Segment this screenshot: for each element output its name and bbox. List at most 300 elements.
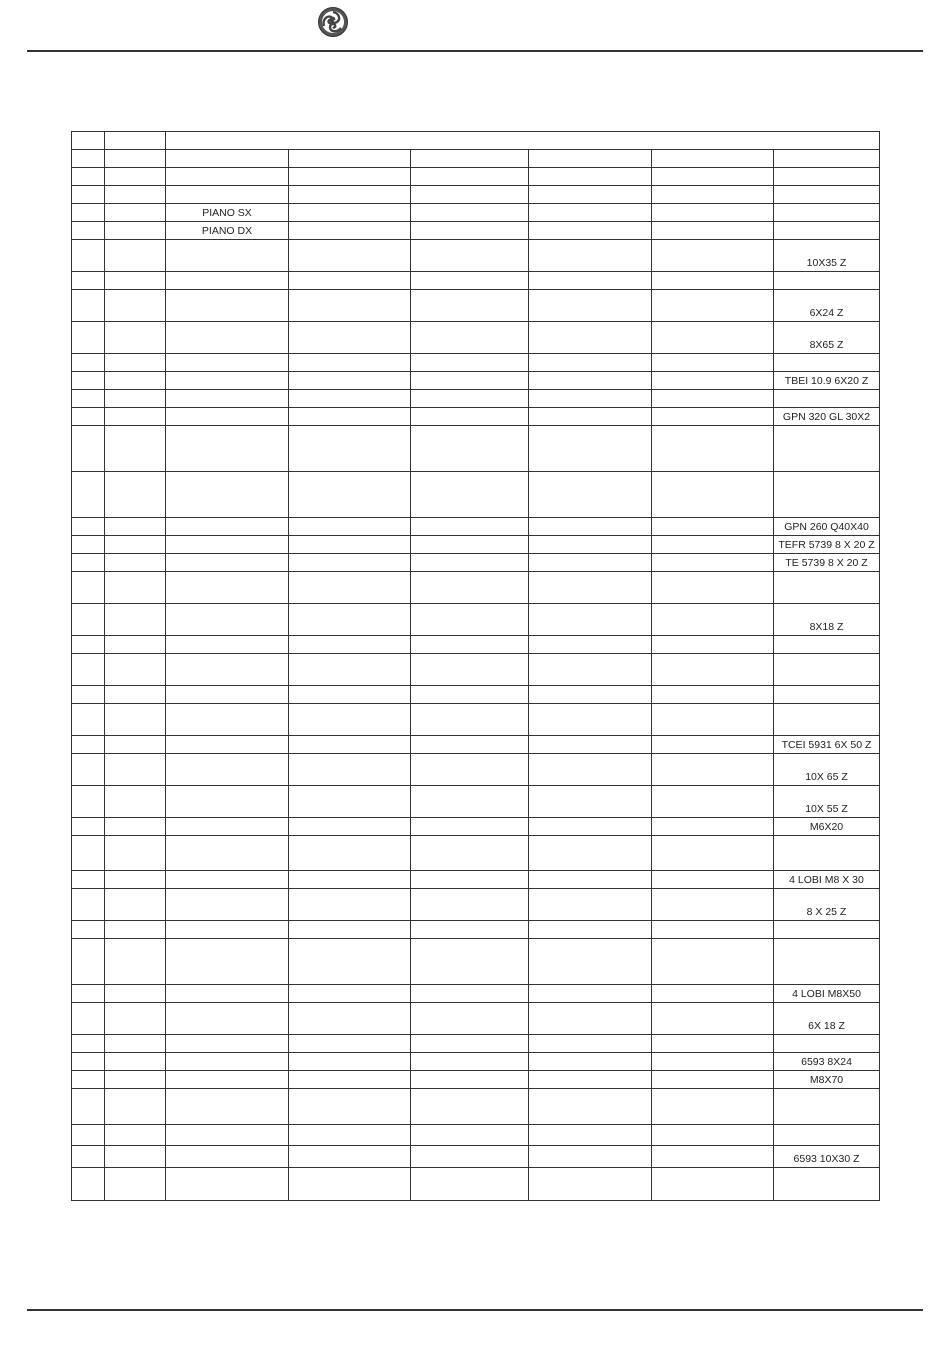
table-cell	[652, 836, 774, 871]
table-cell	[411, 921, 529, 939]
table-cell	[411, 204, 529, 222]
table-cell	[105, 168, 166, 186]
table-cell	[411, 604, 529, 636]
table-cell	[652, 408, 774, 426]
table-cell	[529, 354, 652, 372]
table-cell	[72, 921, 105, 939]
table-cell	[105, 150, 166, 168]
table-cell	[529, 536, 652, 554]
table-cell	[166, 1071, 289, 1089]
table-cell	[529, 168, 652, 186]
table-cell	[166, 985, 289, 1003]
table-cell	[289, 1003, 411, 1035]
table-cell: GPN 320 GL 30X2	[774, 408, 880, 426]
table-cell	[411, 536, 529, 554]
table-cell	[166, 472, 289, 518]
table-cell	[774, 921, 880, 939]
table-row	[72, 736, 880, 754]
table-cell	[774, 354, 880, 372]
table-cell	[774, 939, 880, 985]
footer-rule	[27, 1309, 923, 1311]
header-rule	[27, 50, 923, 52]
table-cell	[411, 736, 529, 754]
table-cell	[411, 1035, 529, 1053]
table-row	[72, 921, 880, 939]
table-cell	[166, 168, 289, 186]
table-cell	[652, 1146, 774, 1168]
table-cell	[166, 654, 289, 686]
table-cell	[289, 704, 411, 736]
table-cell	[72, 1003, 105, 1035]
table-cell	[166, 818, 289, 836]
table-cell	[411, 754, 529, 786]
table-cell	[289, 754, 411, 786]
table-cell	[72, 408, 105, 426]
table-cell	[529, 1035, 652, 1053]
table-cell	[72, 572, 105, 604]
table-cell	[289, 871, 411, 889]
table-cell	[529, 472, 652, 518]
table-cell	[411, 889, 529, 921]
table-cell	[289, 921, 411, 939]
table-cell	[529, 1003, 652, 1035]
table-row	[72, 786, 880, 818]
header-cell	[166, 132, 880, 150]
table-cell	[166, 240, 289, 272]
table-cell	[289, 150, 411, 168]
table-cell	[166, 686, 289, 704]
table-cell: TCEI 5931 6X 50 Z	[774, 736, 880, 754]
table-cell	[652, 204, 774, 222]
table-cell	[652, 354, 774, 372]
table-cell	[411, 408, 529, 426]
table-cell	[529, 426, 652, 472]
table-cell	[72, 168, 105, 186]
table-cell	[72, 322, 105, 354]
table-cell	[72, 1089, 105, 1125]
table-cell	[105, 372, 166, 390]
table-cell	[72, 426, 105, 472]
table-cell	[289, 818, 411, 836]
table-cell	[411, 186, 529, 204]
table-cell	[411, 222, 529, 240]
table-cell	[105, 1146, 166, 1168]
table-cell	[411, 1125, 529, 1146]
table-cell	[72, 1053, 105, 1071]
table-cell	[411, 426, 529, 472]
table-cell	[652, 871, 774, 889]
table-cell	[289, 168, 411, 186]
table-cell	[105, 290, 166, 322]
table-cell	[105, 654, 166, 686]
table-cell	[105, 554, 166, 572]
table-row	[72, 1089, 880, 1125]
table-row	[72, 426, 880, 472]
table-cell: 10X35 Z	[774, 240, 880, 272]
table-cell	[529, 939, 652, 985]
table-cell	[289, 390, 411, 408]
table-cell	[166, 272, 289, 290]
table-cell	[72, 536, 105, 554]
table-cell	[166, 150, 289, 168]
table-cell	[774, 654, 880, 686]
table-row	[72, 754, 880, 786]
table-cell	[529, 272, 652, 290]
table-cell	[166, 372, 289, 390]
table-cell	[774, 636, 880, 654]
table-cell	[529, 390, 652, 408]
table-cell	[652, 518, 774, 536]
table-cell	[411, 1071, 529, 1089]
table-cell	[72, 1168, 105, 1201]
table-cell	[105, 222, 166, 240]
table-cell	[166, 1125, 289, 1146]
table-cell	[289, 222, 411, 240]
table-cell	[289, 636, 411, 654]
table-cell	[289, 1053, 411, 1071]
table-cell	[411, 836, 529, 871]
table-row	[72, 604, 880, 636]
table-cell	[774, 1089, 880, 1125]
table-cell	[72, 1071, 105, 1089]
table-cell	[411, 1053, 529, 1071]
table-cell	[166, 1089, 289, 1125]
table-cell: 10X 55 Z	[774, 786, 880, 818]
table-cell	[652, 272, 774, 290]
table-cell	[105, 1035, 166, 1053]
table-cell	[166, 871, 289, 889]
table-cell	[774, 272, 880, 290]
table-cell	[289, 604, 411, 636]
table-cell	[529, 204, 652, 222]
table-cell	[652, 472, 774, 518]
table-cell	[72, 604, 105, 636]
table-row	[72, 408, 880, 426]
table-cell	[411, 150, 529, 168]
table-cell	[529, 408, 652, 426]
table-cell	[774, 1035, 880, 1053]
table-cell	[652, 985, 774, 1003]
table-cell	[166, 572, 289, 604]
table-row	[72, 518, 880, 536]
table-cell	[72, 472, 105, 518]
table-cell	[652, 939, 774, 985]
table-cell	[411, 354, 529, 372]
table-cell	[105, 1168, 166, 1201]
table-cell	[652, 186, 774, 204]
table-cell	[105, 272, 166, 290]
table-row	[72, 354, 880, 372]
table-cell: 4 LOBI M8X50	[774, 985, 880, 1003]
table-row	[72, 204, 880, 222]
table-row	[72, 222, 880, 240]
table-cell	[289, 985, 411, 1003]
table-cell	[411, 1146, 529, 1168]
table-cell	[72, 818, 105, 836]
table-cell	[411, 472, 529, 518]
table-cell	[411, 654, 529, 686]
table-cell	[289, 554, 411, 572]
table-cell	[289, 322, 411, 354]
table-cell	[166, 390, 289, 408]
table-cell	[774, 704, 880, 736]
table-cell	[72, 518, 105, 536]
table-row	[72, 472, 880, 518]
table-cell	[72, 736, 105, 754]
table-cell	[105, 818, 166, 836]
table-cell	[105, 636, 166, 654]
table-cell	[652, 604, 774, 636]
table-row	[72, 1125, 880, 1146]
table-cell	[652, 1035, 774, 1053]
table-cell	[289, 1071, 411, 1089]
table-cell	[289, 1125, 411, 1146]
table-cell: 8X65 Z	[774, 322, 880, 354]
table-cell	[411, 871, 529, 889]
table-cell	[652, 704, 774, 736]
table-cell	[72, 290, 105, 322]
table-cell	[289, 518, 411, 536]
table-cell	[166, 889, 289, 921]
table-cell	[774, 472, 880, 518]
table-cell	[166, 1146, 289, 1168]
table-cell	[411, 636, 529, 654]
table-cell: M6X20	[774, 818, 880, 836]
table-cell	[529, 636, 652, 654]
table-cell	[289, 354, 411, 372]
table-row	[72, 1053, 880, 1071]
table-cell	[529, 1053, 652, 1071]
table-row	[72, 322, 880, 354]
table-cell	[105, 390, 166, 408]
table-cell	[166, 408, 289, 426]
table-row	[72, 871, 880, 889]
table-cell	[289, 204, 411, 222]
table-cell	[289, 426, 411, 472]
table-cell	[105, 536, 166, 554]
table-cell	[529, 704, 652, 736]
table-cell	[289, 240, 411, 272]
table-cell	[166, 786, 289, 818]
table-cell	[529, 985, 652, 1003]
table-cell	[529, 818, 652, 836]
table-cell	[774, 686, 880, 704]
table-cell	[411, 985, 529, 1003]
table-cell	[652, 654, 774, 686]
table-cell	[105, 354, 166, 372]
table-cell	[774, 390, 880, 408]
table-cell	[72, 204, 105, 222]
table-cell	[289, 1035, 411, 1053]
header-cell	[72, 132, 105, 150]
table-cell	[105, 240, 166, 272]
table-cell	[289, 408, 411, 426]
table-cell	[166, 322, 289, 354]
table-cell	[72, 686, 105, 704]
table-cell	[411, 372, 529, 390]
table-cell	[529, 1125, 652, 1146]
table-row	[72, 636, 880, 654]
table-cell	[652, 150, 774, 168]
table-cell: 6593 8X24	[774, 1053, 880, 1071]
table-cell: 6X24 Z	[774, 290, 880, 322]
table-cell: TE 5739 8 X 20 Z	[774, 554, 880, 572]
table-row	[72, 939, 880, 985]
table-cell	[72, 1125, 105, 1146]
table-cell	[72, 390, 105, 408]
table-cell	[529, 889, 652, 921]
table-cell	[411, 240, 529, 272]
table-cell	[105, 572, 166, 604]
table-cell	[105, 604, 166, 636]
table-row	[72, 704, 880, 736]
table-cell	[166, 754, 289, 786]
table-cell	[652, 554, 774, 572]
table-cell	[411, 818, 529, 836]
table-cell	[289, 889, 411, 921]
table-cell	[652, 390, 774, 408]
table-cell	[289, 1146, 411, 1168]
table-cell	[529, 754, 652, 786]
table-cell	[529, 921, 652, 939]
table-cell	[652, 636, 774, 654]
table-cell	[529, 786, 652, 818]
table-cell	[105, 472, 166, 518]
table-cell	[72, 1146, 105, 1168]
table-cell	[529, 836, 652, 871]
table-cell	[529, 572, 652, 604]
table-cell	[529, 736, 652, 754]
table-cell	[72, 786, 105, 818]
table-cell	[72, 889, 105, 921]
table-cell	[72, 240, 105, 272]
table-cell	[72, 939, 105, 985]
table-cell	[105, 322, 166, 354]
table-cell: M8X70	[774, 1071, 880, 1089]
table-cell	[529, 222, 652, 240]
table-cell	[105, 186, 166, 204]
table-cell	[774, 1125, 880, 1146]
table-row	[72, 554, 880, 572]
table-row	[72, 290, 880, 322]
table-cell	[105, 426, 166, 472]
table-cell	[289, 472, 411, 518]
table-cell	[529, 1168, 652, 1201]
table-cell	[105, 518, 166, 536]
table-cell	[652, 921, 774, 939]
table-row	[72, 240, 880, 272]
table-cell	[652, 240, 774, 272]
table-cell	[105, 736, 166, 754]
table-cell	[105, 889, 166, 921]
table-row	[72, 390, 880, 408]
table-cell	[166, 354, 289, 372]
table-cell	[289, 786, 411, 818]
table-cell	[289, 372, 411, 390]
table-cell	[289, 536, 411, 554]
table-cell	[411, 290, 529, 322]
table-cell	[105, 704, 166, 736]
table-cell	[652, 322, 774, 354]
table-cell	[774, 186, 880, 204]
table-cell: TEFR 5739 8 X 20 Z	[774, 536, 880, 554]
table-cell	[105, 985, 166, 1003]
table-row	[72, 889, 880, 921]
table-cell	[105, 408, 166, 426]
table-cell	[529, 654, 652, 686]
table-cell	[72, 554, 105, 572]
table-cell	[529, 686, 652, 704]
table-cell	[529, 150, 652, 168]
table-cell	[652, 1053, 774, 1071]
table-cell	[289, 686, 411, 704]
table-cell	[652, 736, 774, 754]
table-cell	[289, 272, 411, 290]
table-cell: 6593 10X30 Z	[774, 1146, 880, 1168]
table-cell	[411, 518, 529, 536]
table-cell	[289, 736, 411, 754]
table-cell	[105, 1125, 166, 1146]
table-row	[72, 654, 880, 686]
table-cell	[529, 1146, 652, 1168]
spiral-rosette-logo-icon	[317, 6, 349, 38]
table-cell	[652, 1071, 774, 1089]
table-cell	[411, 572, 529, 604]
table-cell	[72, 704, 105, 736]
table-cell	[652, 372, 774, 390]
table-cell	[166, 921, 289, 939]
table-cell	[166, 554, 289, 572]
table-row	[72, 272, 880, 290]
table-cell	[411, 1003, 529, 1035]
table-cell: PIANO SX	[166, 204, 289, 222]
table-cell	[72, 372, 105, 390]
table-cell	[529, 186, 652, 204]
table-cell	[289, 654, 411, 686]
table-cell	[411, 554, 529, 572]
table-cell	[72, 654, 105, 686]
table-cell	[652, 818, 774, 836]
table-row	[72, 836, 880, 871]
table-cell	[289, 572, 411, 604]
table-row	[72, 572, 880, 604]
table-cell: TBEI 10.9 6X20 Z	[774, 372, 880, 390]
table-cell	[289, 186, 411, 204]
table-cell	[105, 1089, 166, 1125]
table-cell	[652, 1003, 774, 1035]
table-cell	[411, 786, 529, 818]
table-row	[72, 186, 880, 204]
table-cell	[529, 1089, 652, 1125]
table-cell	[72, 354, 105, 372]
table-cell	[774, 572, 880, 604]
table-cell	[652, 1089, 774, 1125]
table-cell	[289, 1168, 411, 1201]
table-cell	[72, 636, 105, 654]
table-cell	[105, 836, 166, 871]
table-cell	[652, 536, 774, 554]
table-row	[72, 985, 880, 1003]
table-cell	[411, 168, 529, 186]
table-cell	[652, 1125, 774, 1146]
table-row	[72, 818, 880, 836]
table-cell: 8 X 25 Z	[774, 889, 880, 921]
table-cell	[774, 150, 880, 168]
table-cell	[166, 939, 289, 985]
table-cell	[529, 604, 652, 636]
table-cell	[166, 186, 289, 204]
table-cell	[529, 871, 652, 889]
